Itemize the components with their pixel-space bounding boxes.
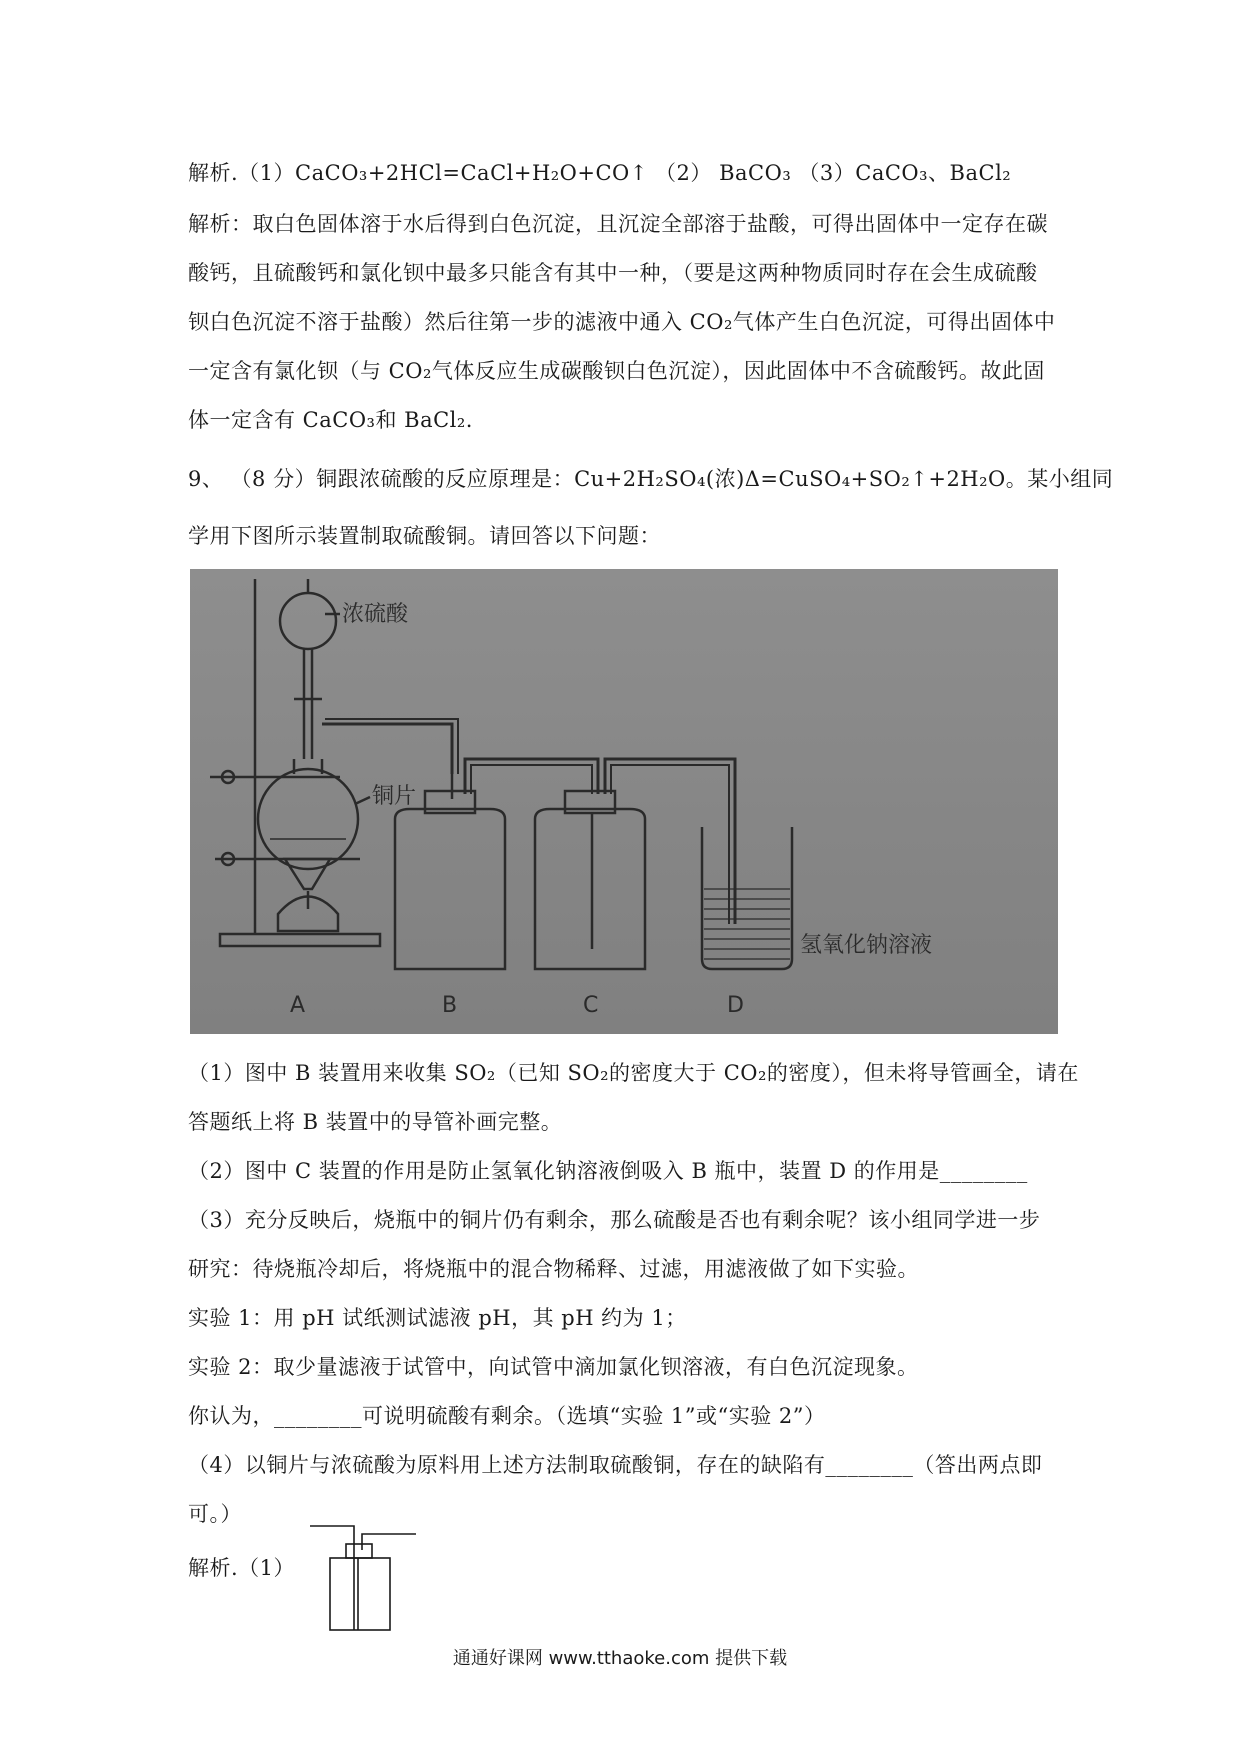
label-acid: 浓硫酸 bbox=[342, 602, 409, 627]
flask bbox=[258, 769, 358, 869]
text-line: 实验 2：取少量滤液于试管中，向试管中滴加氯化钡溶液，有白色沉淀现象。 bbox=[188, 1355, 919, 1379]
text-line: 解析：取白色固体溶于水后得到白色沉淀，且沉淀全部溶于盐酸，可得出固体中一定存在碳 bbox=[188, 212, 1048, 236]
gauze bbox=[285, 859, 330, 889]
apparatus-figure bbox=[190, 569, 1058, 1034]
label-copper: 铜片 bbox=[372, 784, 417, 809]
answer-label: 解析.（1） bbox=[188, 1556, 296, 1580]
text-line: 学用下图所示装置制取硫酸铜。请回答以下问题： bbox=[188, 524, 661, 548]
beaker-d bbox=[702, 827, 792, 969]
text-line: 可。） bbox=[188, 1502, 242, 1526]
text-line: （3）充分反映后，烧瓶中的铜片仍有剩余，那么硫酸是否也有剩余呢？该小组同学进一步 bbox=[188, 1208, 1041, 1232]
text-line: 实验 1：用 pH 试纸测试滤液 pH，其 pH 约为 1； bbox=[188, 1306, 687, 1330]
label-a: A bbox=[290, 993, 306, 1018]
text-line: （2）图中 C 装置的作用是防止氢氧化钠溶液倒吸入 B 瓶中，装置 D 的作用是________ bbox=[188, 1159, 1028, 1183]
text-line: 答题纸上将 B 装置中的导管补画完整。 bbox=[188, 1110, 563, 1134]
bottle-b bbox=[395, 809, 505, 969]
answer-bottle-sketch bbox=[300, 1518, 430, 1638]
text-line: 一定含有氯化钡（与 CO₂气体反应生成碳酸钡白色沉淀），因此固体中不含硫酸钙。故此固 bbox=[188, 359, 1045, 383]
text-line: 酸钙，且硫酸钙和氯化钡中最多只能含有其中一种，（要是这两种物质同时存在会生成硫酸 bbox=[188, 261, 1038, 285]
apparatus-drawing bbox=[190, 569, 1058, 1034]
label-d: D bbox=[727, 993, 744, 1018]
stand-base bbox=[220, 934, 380, 946]
label-naoh: 氢氧化钠溶液 bbox=[800, 933, 933, 958]
footer-source: 通通好课网 www.tthaoke.com 提供下载 bbox=[452, 1648, 788, 1669]
bottle-c bbox=[535, 809, 645, 969]
text-line: 钡白色沉淀不溶于盐酸）然后往第一步的滤液中通入 CO₂气体产生白色沉淀，可得出固体中 bbox=[188, 310, 1056, 334]
funnel-bulb bbox=[280, 593, 336, 649]
text-line: 研究：待烧瓶冷却后，将烧瓶中的混合物稀释、过滤，用滤液做了如下实验。 bbox=[188, 1257, 919, 1281]
text-line: 解析.（1）CaCO₃+2HCl=CaCl+H₂O+CO↑ （2） BaCO₃ （3）CaCO₃、BaCl₂ bbox=[188, 161, 1012, 185]
text-line: （4）以铜片与浓硫酸为原料用上述方法制取硫酸铜，存在的缺陷有________（答出两点即 bbox=[188, 1453, 1043, 1477]
question-9-title: 9、 （8 分）铜跟浓硫酸的反应原理是：Cu+2H₂SO₄(浓)Δ=CuSO₄+SO₂↑+2H₂O。某小组同 bbox=[188, 467, 1114, 491]
text-line: 体一定含有 CaCO₃和 BaCl₂. bbox=[188, 408, 473, 432]
label-c: C bbox=[583, 993, 599, 1018]
label-b: B bbox=[442, 993, 458, 1018]
text-line: （1）图中 B 装置用来收集 SO₂（已知 SO₂的密度大于 CO₂的密度），但未将导管画全，请在 bbox=[188, 1061, 1079, 1085]
text-line: 你认为，________可说明硫酸有剩余。（选填“实验 1”或“实验 2”） bbox=[188, 1404, 826, 1428]
